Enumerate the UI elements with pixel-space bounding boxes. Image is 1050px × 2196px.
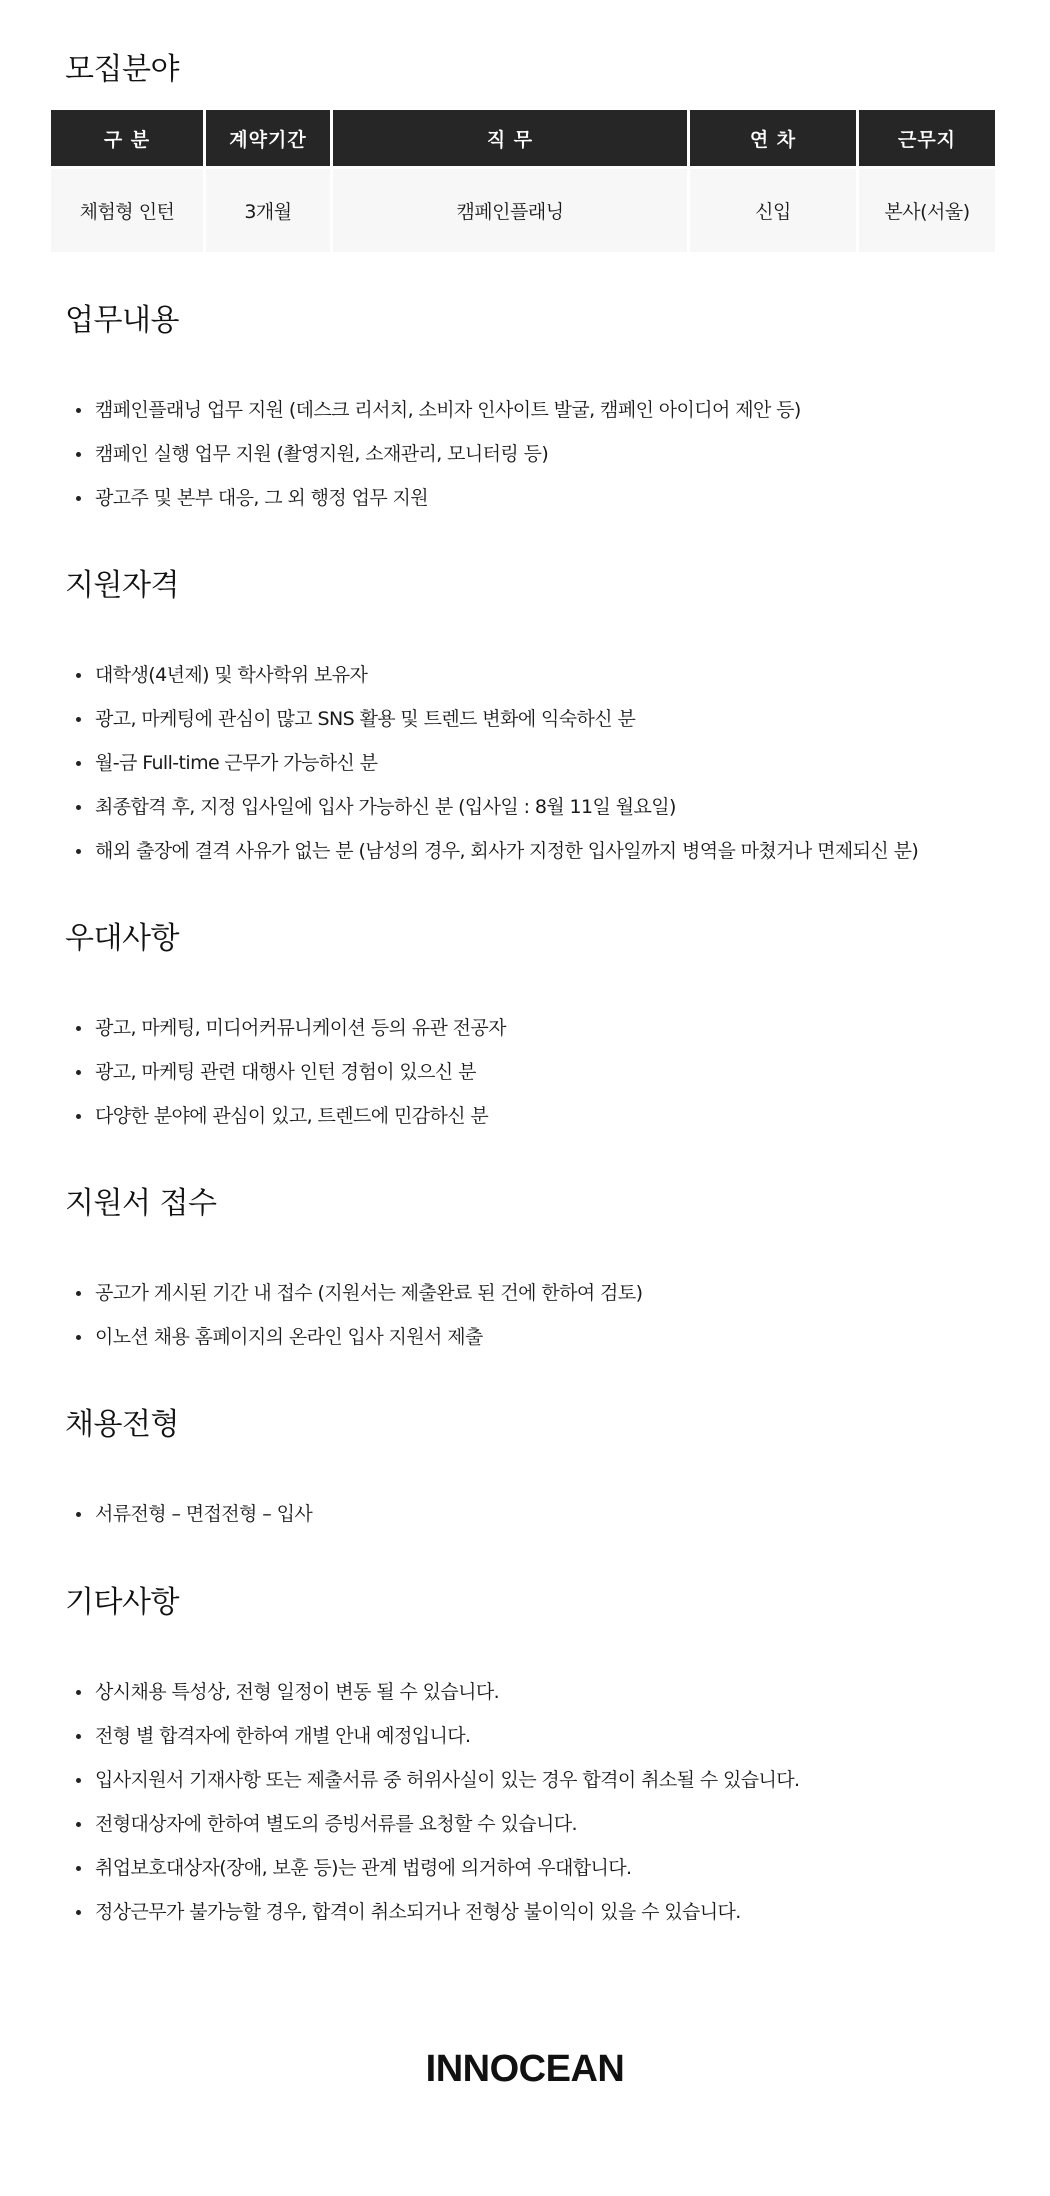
header-category: 구 분 [51,110,203,166]
etc-section [65,1583,985,1934]
header-contract-period: 계약기간 [206,110,330,166]
preferences-list [65,1006,985,1138]
list-item: 해외 출장에 결격 사유가 없는 분 (남성의 경우, 회사가 지정한 입사일까지 병역을 마쳤거나 면제되신 분) [65,829,985,873]
list-item: 광고, 마케팅 관련 대행사 인턴 경험이 있으신 분 [65,1050,985,1094]
qualifications-section [65,566,985,873]
list-item: 이노션 채용 홈페이지의 온라인 입사 지원서 제출 [65,1315,985,1359]
list-item: 상시채용 특성상, 전형 일정이 변동 될 수 있습니다. [65,1670,985,1714]
list-item: 광고, 마케팅, 미디어커뮤니케이션 등의 유관 전공자 [65,1006,985,1050]
cell-location: 본사(서울) [859,166,995,252]
list-item: 입사지원서 기재사항 또는 제출서류 중 허위사실이 있는 경우 합격이 취소될 수 있습니다. [65,1758,985,1802]
application-list [65,1271,985,1359]
recruit-section [65,50,985,90]
preferences-heading: 우대사항 [65,921,179,956]
qualifications-heading: 지원자격 [65,568,179,603]
list-item: 월-금 Full-time 근무가 가능하신 분 [65,741,985,785]
list-item: 광고, 마케팅에 관심이 많고 SNS 활용 및 트렌드 변화에 익숙하신 분 [65,697,985,741]
list-item: 대학생(4년제) 및 학사학위 보유자 [65,653,985,697]
list-item: 서류전형 – 면접전형 – 입사 [65,1492,985,1536]
list-item: 취업보호대상자(장애, 보훈 등)는 관계 법령에 의거하여 우대합니다. [65,1846,985,1890]
list-item: 캠페인플래닝 업무 지원 (데스크 리서치, 소비자 인사이트 발굴, 캠페인 아이디어 제안 등) [65,388,985,432]
table-header-row [51,110,995,166]
application-section [65,1184,985,1359]
duties-heading: 업무내용 [65,303,179,338]
list-item: 다양한 분야에 관심이 있고, 트렌드에 민감하신 분 [65,1094,985,1138]
process-heading: 채용전형 [65,1407,179,1442]
header-location: 근무지 [859,110,995,166]
preferences-section [65,919,985,1138]
duties-list [65,388,985,520]
etc-list [65,1670,985,1934]
cell-experience: 신입 [690,166,856,252]
list-item: 전형 별 합격자에 한하여 개별 안내 예정입니다. [65,1714,985,1758]
list-item: 공고가 게시된 기간 내 접수 (지원서는 제출완료 된 건에 한하여 검토) [65,1271,985,1315]
qualifications-list [65,653,985,873]
header-experience: 연 차 [690,110,856,166]
process-section [65,1405,985,1536]
recruit-heading: 모집분야 [65,52,179,87]
etc-heading: 기타사항 [65,1585,179,1620]
innocean-logo: INNOCEAN [425,2048,625,2090]
list-item: 캠페인 실행 업무 지원 (촬영지원, 소재관리, 모니터링 등) [65,432,985,476]
recruit-table [48,110,998,252]
application-heading: 지원서 접수 [65,1186,217,1221]
table-row [51,166,995,252]
list-item: 광고주 및 본부 대응, 그 외 행정 업무 지원 [65,476,985,520]
list-item: 최종합격 후, 지정 입사일에 입사 가능하신 분 (입사일 : 8월 11일 월요일) [65,785,985,829]
cell-job: 캠페인플래닝 [333,166,687,252]
cell-contract-period: 3개월 [206,166,330,252]
list-item: 정상근무가 불가능할 경우, 합격이 취소되거나 전형상 불이익이 있을 수 있습니다. [65,1890,985,1934]
list-item: 전형대상자에 한하여 별도의 증빙서류를 요청할 수 있습니다. [65,1802,985,1846]
header-job: 직 무 [333,110,687,166]
duties-section [65,301,985,520]
process-list [65,1492,985,1536]
cell-category: 체험형 인턴 [51,166,203,252]
